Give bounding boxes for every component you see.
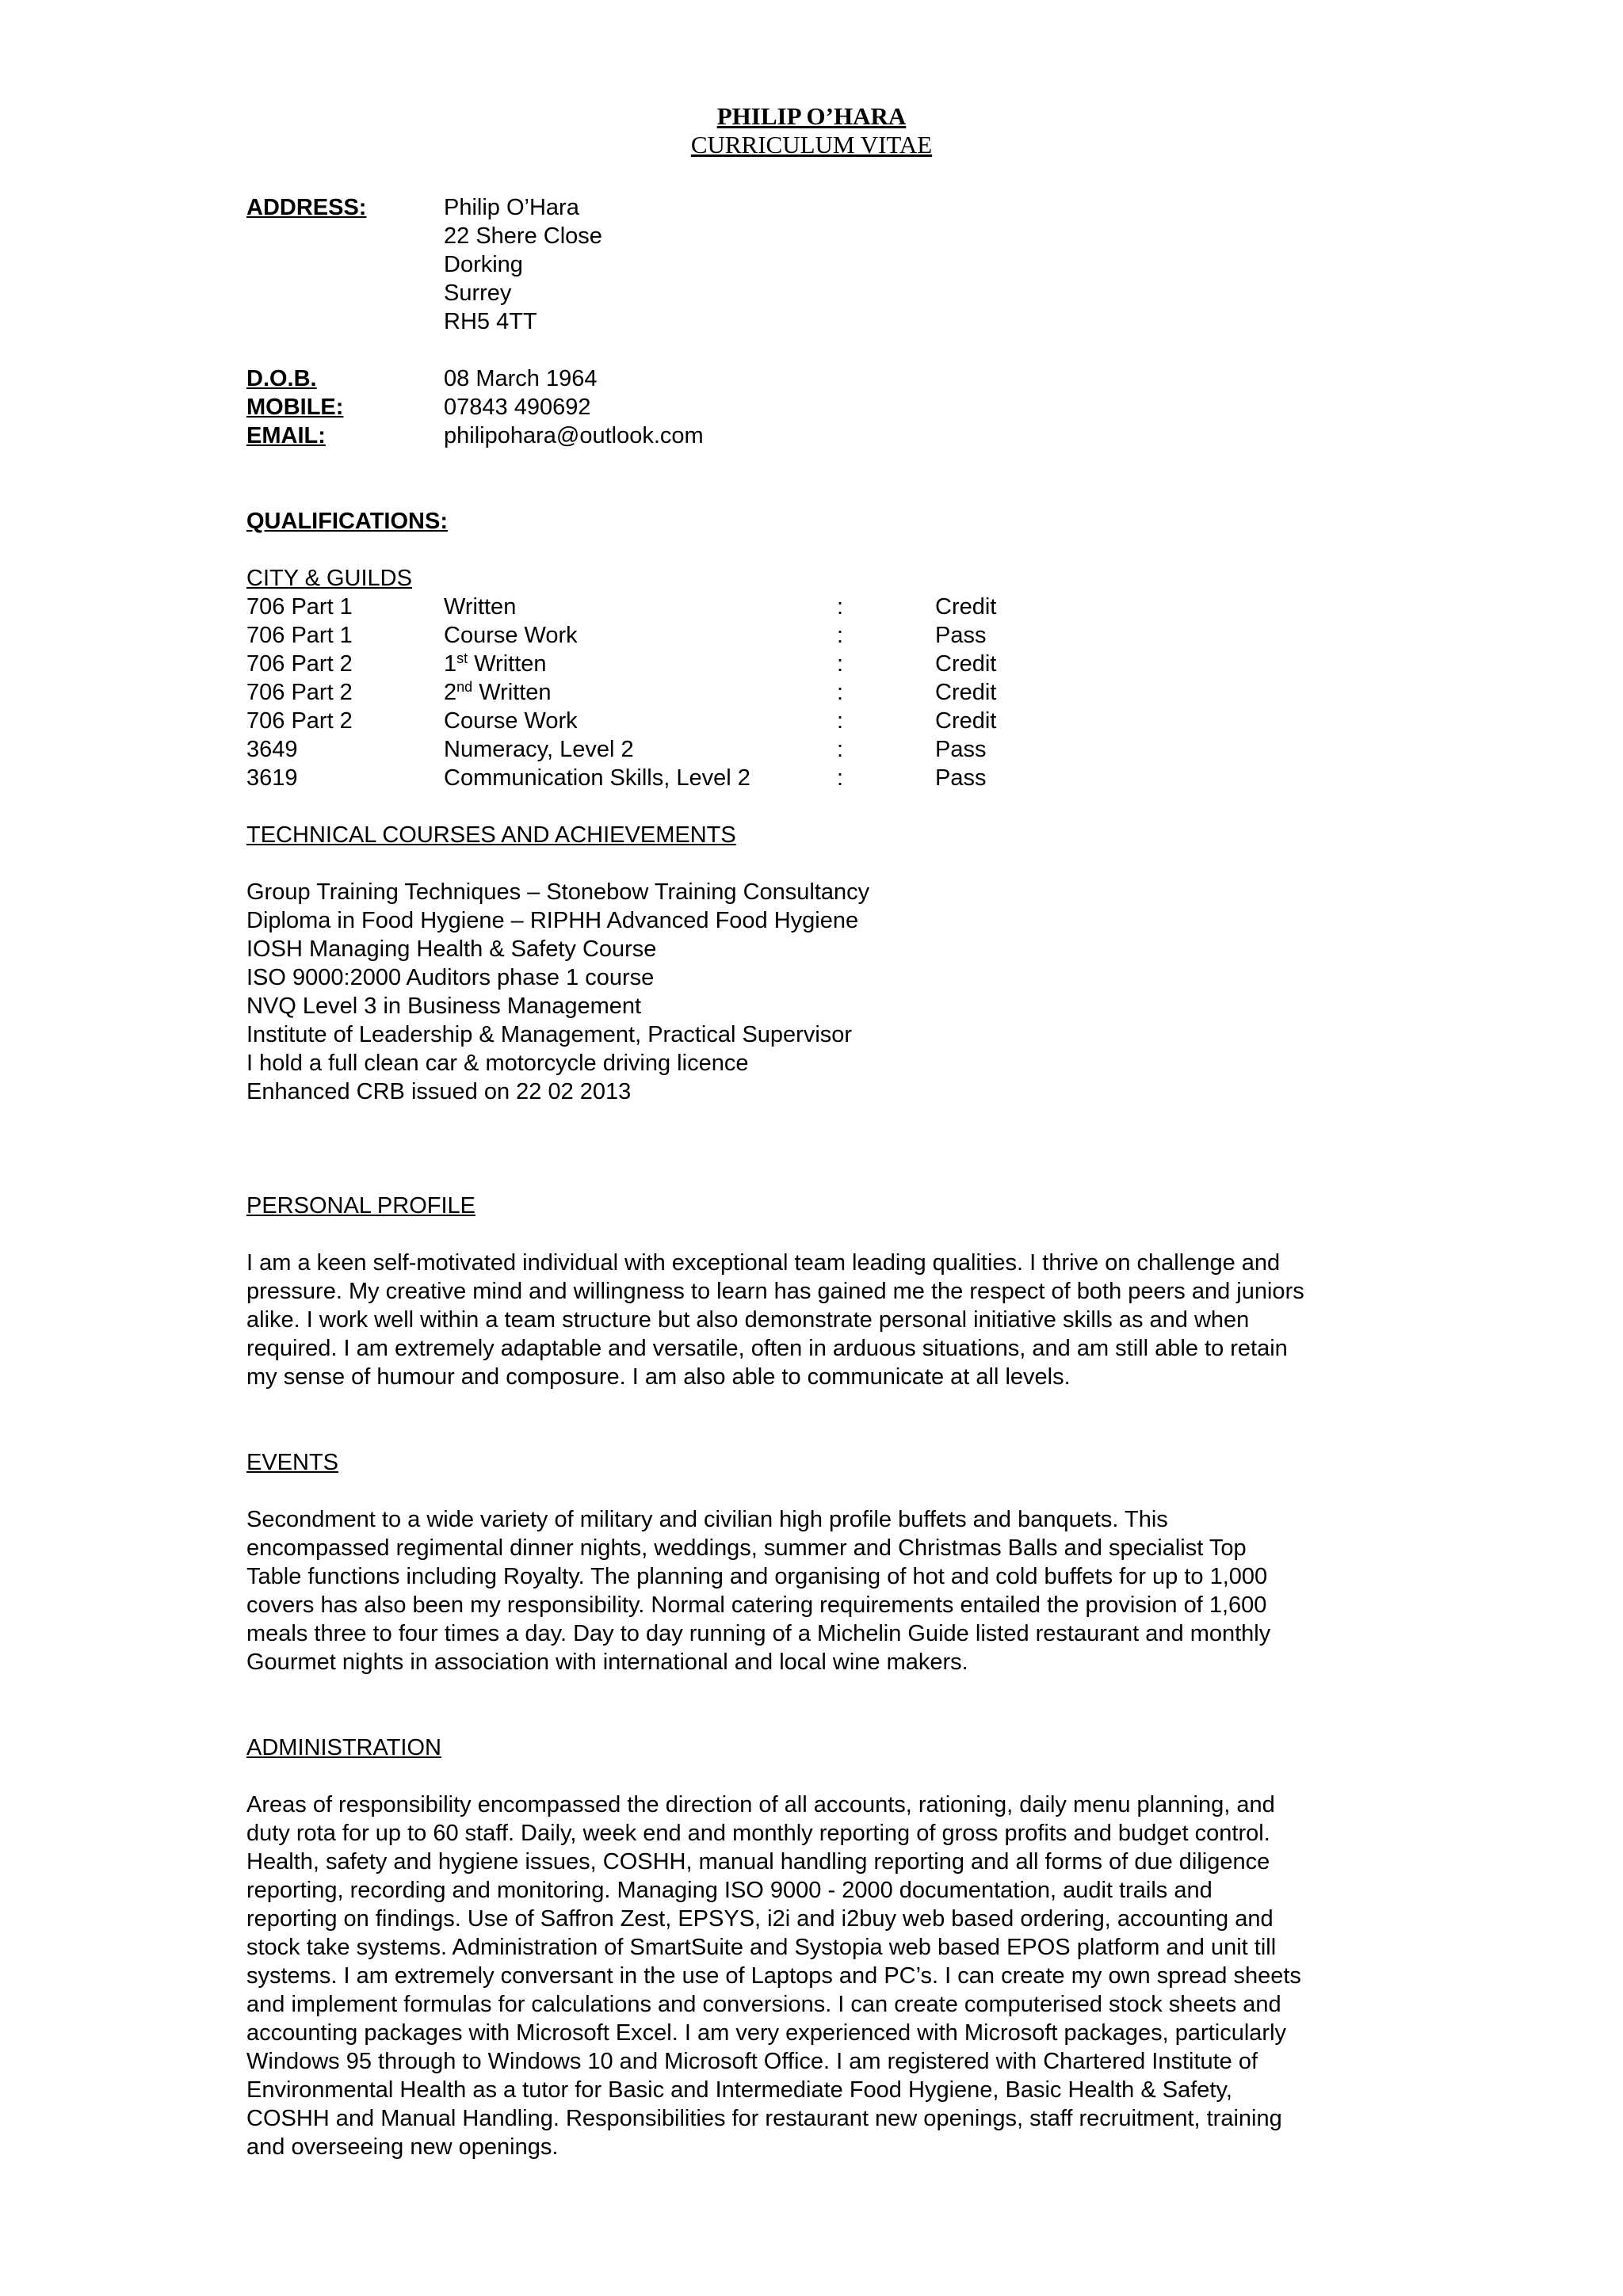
paragraph-line: required. I am extremely adaptable and versatile, often in arduous situations, and am still able to retain — [246, 1336, 1288, 1361]
profile-heading: PERSONAL PROFILE — [246, 1193, 476, 1219]
paragraph-line: systems. I am extremely conversant in the use of Laptops and PC’s. I can create my own spread sheets — [246, 1963, 1301, 1989]
email-value: philipohara@outlook.com — [444, 423, 704, 448]
qual-result: Credit — [935, 651, 997, 677]
qual-desc: Numeracy, Level 2 — [444, 737, 634, 762]
qual-desc: 1st Written — [444, 650, 547, 677]
paragraph-line: duty rota for up to 60 staff. Daily, week end and monthly reporting of gross profits and budget control. — [246, 1821, 1270, 1846]
administration-heading: ADMINISTRATION — [246, 1735, 441, 1760]
list-item: NVQ Level 3 in Business Management — [246, 994, 642, 1019]
paragraph-line: covers has also been my responsibility. Normal catering requirements entailed the provision of 1,600 — [246, 1592, 1267, 1618]
qual-result: Pass — [935, 765, 987, 791]
dob-label: D.O.B. — [246, 366, 317, 391]
address-block — [444, 193, 602, 336]
address-line: Philip O’Hara — [444, 195, 579, 220]
list-item: Diploma in Food Hygiene – RIPHH Advanced Food Hygiene — [246, 908, 859, 933]
address-label: ADDRESS: — [246, 195, 367, 220]
qual-sep: : — [837, 623, 844, 648]
mobile-value: 07843 490692 — [444, 395, 591, 420]
qual-result: Credit — [935, 708, 997, 734]
qual-code: 706 Part 2 — [246, 680, 353, 705]
email-label: EMAIL: — [246, 423, 326, 448]
qual-result: Credit — [935, 594, 997, 620]
qual-desc: Written — [444, 594, 517, 620]
cv-subtitle: CURRICULUM VITAE — [690, 131, 933, 158]
qual-sep: : — [837, 680, 844, 705]
address-line: RH5 4TT — [444, 309, 537, 334]
technical-heading: TECHNICAL COURSES AND ACHIEVEMENTS — [246, 822, 736, 848]
qual-sep: : — [837, 765, 844, 791]
dob-value: 08 March 1964 — [444, 366, 598, 391]
paragraph-line: stock take systems. Administration of SmartSuite and Systopia web based EPOS platform and unit till — [246, 1935, 1277, 1960]
qual-sep: : — [837, 594, 844, 620]
qual-sep: : — [837, 737, 844, 762]
paragraph-line: Environmental Health as a tutor for Basic and Intermediate Food Hygiene, Basic Health & Safety, — [246, 2077, 1232, 2103]
address-line: 22 Shere Close — [444, 223, 602, 249]
qual-sep: : — [837, 651, 844, 677]
technical-list — [246, 878, 869, 1106]
qual-sep: : — [837, 708, 844, 734]
paragraph-line: alike. I work well within a team structure but also demonstrate personal initiative skills as and when — [246, 1307, 1250, 1333]
qual-code: 3619 — [246, 765, 298, 791]
administration-paragraph — [246, 1791, 1301, 2161]
qual-result: Pass — [935, 623, 987, 648]
paragraph-line: pressure. My creative mind and willingness to learn has gained me the respect of both peers and juniors — [246, 1279, 1304, 1304]
paragraph-line: Gourmet nights in association with international and local wine makers. — [246, 1650, 968, 1675]
events-heading: EVENTS — [246, 1450, 339, 1475]
paragraph-line: meals three to four times a day. Day to day running of a Michelin Guide listed restaurant and monthly — [246, 1621, 1271, 1646]
paragraph-line: and overseeing new openings. — [246, 2134, 559, 2160]
list-item: I hold a full clean car & motorcycle driving licence — [246, 1051, 749, 1076]
address-line: Dorking — [444, 252, 523, 277]
qual-result: Pass — [935, 737, 987, 762]
paragraph-line: Windows 95 through to Windows 10 and Microsoft Office. I am registered with Chartered Institute of — [246, 2049, 1258, 2074]
qual-code: 706 Part 1 — [246, 594, 353, 620]
paragraph-line: COSHH and Manual Handling. Responsibilities for restaurant new openings, staff recruitment, training — [246, 2106, 1282, 2131]
city-guilds-heading: CITY & GUILDS — [246, 566, 412, 591]
list-item: Institute of Leadership & Management, Practical Supervisor — [246, 1022, 853, 1047]
paragraph-line: reporting, recording and monitoring. Managing ISO 9000 - 2000 documentation, audit trails and — [246, 1878, 1212, 1903]
mobile-label: MOBILE: — [246, 395, 344, 420]
paragraph-line: Areas of responsibility encompassed the direction of all accounts, rationing, daily menu planning, and — [246, 1792, 1275, 1817]
paragraph-line: and implement formulas for calculations and conversions. I can create computerised stock sheets and — [246, 1992, 1281, 2017]
list-item: ISO 9000:2000 Auditors phase 1 course — [246, 965, 655, 990]
cv-name-title: PHILIP O’HARA — [716, 102, 907, 130]
qual-desc: 2nd Written — [444, 679, 552, 705]
qual-result: Credit — [935, 680, 997, 705]
qual-desc: Course Work — [444, 623, 578, 648]
paragraph-line: Table functions including Royalty. The planning and organising of hot and cold buffets for up to 1,000 — [246, 1564, 1268, 1589]
events-paragraph — [246, 1505, 1270, 1676]
qualifications-heading: QUALIFICATIONS: — [246, 509, 448, 534]
list-item: Group Training Techniques – Stonebow Training Consultancy — [246, 879, 870, 905]
paragraph-line: accounting packages with Microsoft Excel. I am very experienced with Microsoft packages, particularly — [246, 2020, 1287, 2046]
qual-desc: Communication Skills, Level 2 — [444, 765, 750, 791]
list-item: Enhanced CRB issued on 22 02 2013 — [246, 1079, 632, 1104]
paragraph-line: I am a keen self-motivated individual with exceptional team leading qualities. I thrive on challenge and — [246, 1250, 1281, 1276]
paragraph-line: encompassed regimental dinner nights, weddings, summer and Christmas Balls and specialist Top — [246, 1535, 1247, 1561]
qual-code: 706 Part 1 — [246, 623, 353, 648]
qual-desc: Course Work — [444, 708, 578, 734]
paragraph-line: reporting on findings. Use of Saffron Zest, EPSYS, i2i and i2buy web based ordering, accounting and — [246, 1906, 1274, 1932]
qual-code: 706 Part 2 — [246, 708, 353, 734]
profile-paragraph — [246, 1249, 1304, 1391]
qual-code: 3649 — [246, 737, 298, 762]
address-line: Surrey — [444, 280, 512, 306]
paragraph-line: my sense of humour and composure. I am also able to communicate at all levels. — [246, 1364, 1071, 1390]
list-item: IOSH Managing Health & Safety Course — [246, 936, 657, 962]
qual-code: 706 Part 2 — [246, 651, 353, 677]
paragraph-line: Secondment to a wide variety of military and civilian high profile buffets and banquets. This — [246, 1507, 1168, 1532]
paragraph-line: Health, safety and hygiene issues, COSHH, manual handling reporting and all forms of due diligence — [246, 1849, 1270, 1875]
